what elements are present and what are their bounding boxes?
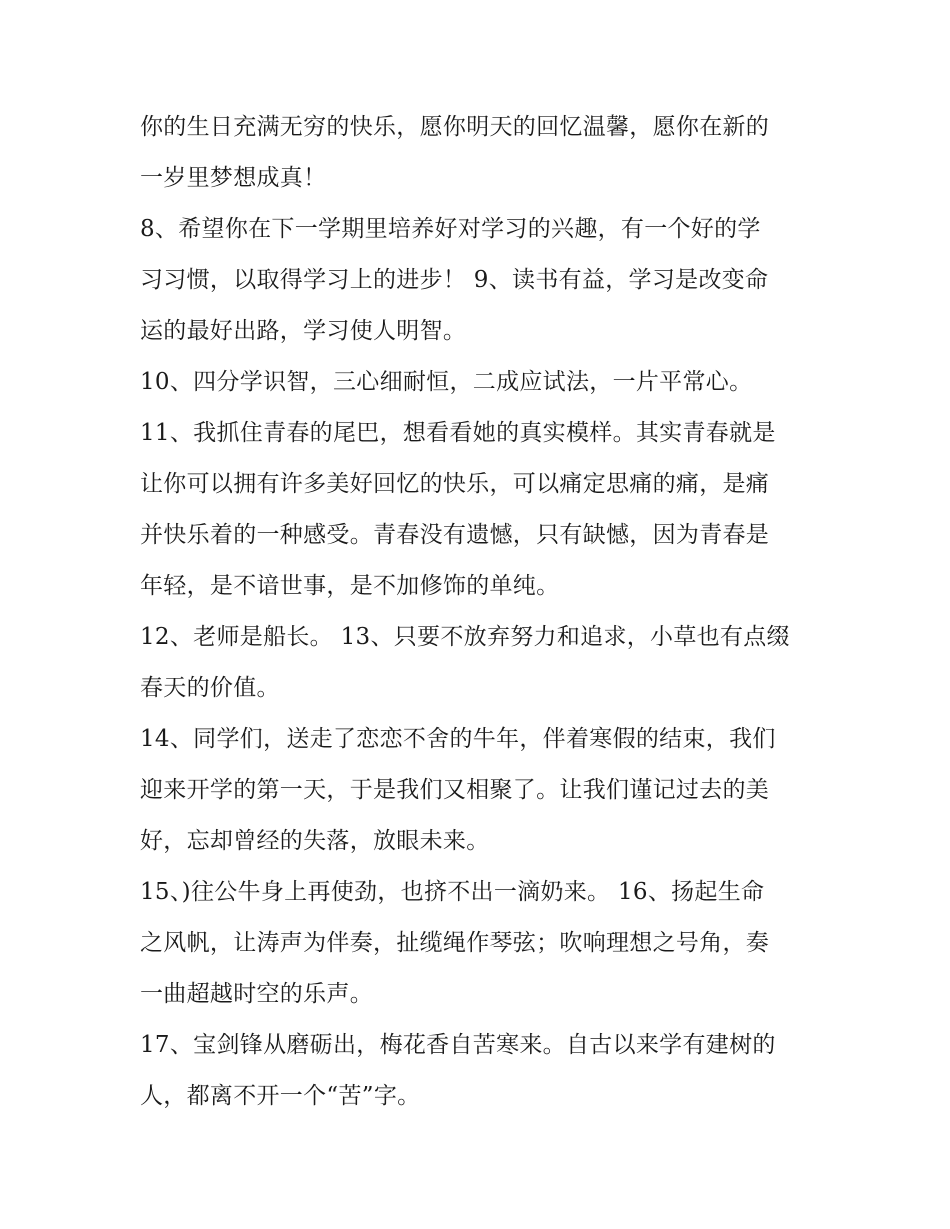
text-line: 8、希望你在下一学期里培养好对学习的兴趣，有一个好的学 xyxy=(140,216,761,242)
text-line: 让你可以拥有许多美好回忆的快乐，可以痛定思痛的痛，是痛 xyxy=(140,471,770,497)
text-line: 迎来开学的第一天，于是我们又相聚了。让我们谨记过去的美 xyxy=(140,777,770,803)
text-line: 一曲超越时空的乐声。 xyxy=(140,981,373,1007)
text-line: 14、同学们，送走了恋恋不舍的牛年，伴着寒假的结束，我们 xyxy=(140,726,776,752)
text-line: 一岁里梦想成真！ xyxy=(140,165,327,191)
text-line: 年轻，是不谙世事，是不加修饰的单纯。 xyxy=(140,573,560,599)
text-line: 人，都离不开一个“苦”字。 xyxy=(140,1083,421,1109)
text-line: 你的生日充满无穷的快乐，愿你明天的回忆温馨，愿你在新的 xyxy=(140,114,770,140)
text-line: 15、)往公牛身上再使劲，也挤不出一滴奶来。 16、扬起生命 xyxy=(140,879,765,905)
text-line: 11、我抓住青春的尾巴，想看看她的真实模样。其实青春就是 xyxy=(140,420,776,446)
document-body xyxy=(140,102,830,1122)
text-line: 并快乐着的一种感受。青春没有遗憾，只有缺憾，因为青春是 xyxy=(140,522,770,548)
text-line: 17、宝剑锋从磨砺出，梅花香自苦寒来。自古以来学有建树的 xyxy=(140,1032,776,1058)
text-line: 习习惯，以取得学习上的进步！ 9、读书有益，学习是改变命 xyxy=(140,267,769,293)
text-line: 春天的价值。 xyxy=(140,675,280,701)
text-line: 12、老师是船长。 13、只要不放弃努力和追求，小草也有点缀 xyxy=(140,624,790,650)
text-line: 10、四分学识智，三心细耐恒，二成应试法，一片平常心。 xyxy=(140,369,753,395)
text-line: 之风帆，让涛声为伴奏，扯缆绳作琴弦；吹响理想之号角，奏 xyxy=(140,930,770,956)
text-line: 好，忘却曾经的失落，放眼未来。 xyxy=(140,828,490,854)
text-line: 运的最好出路，学习使人明智。 xyxy=(140,318,467,344)
